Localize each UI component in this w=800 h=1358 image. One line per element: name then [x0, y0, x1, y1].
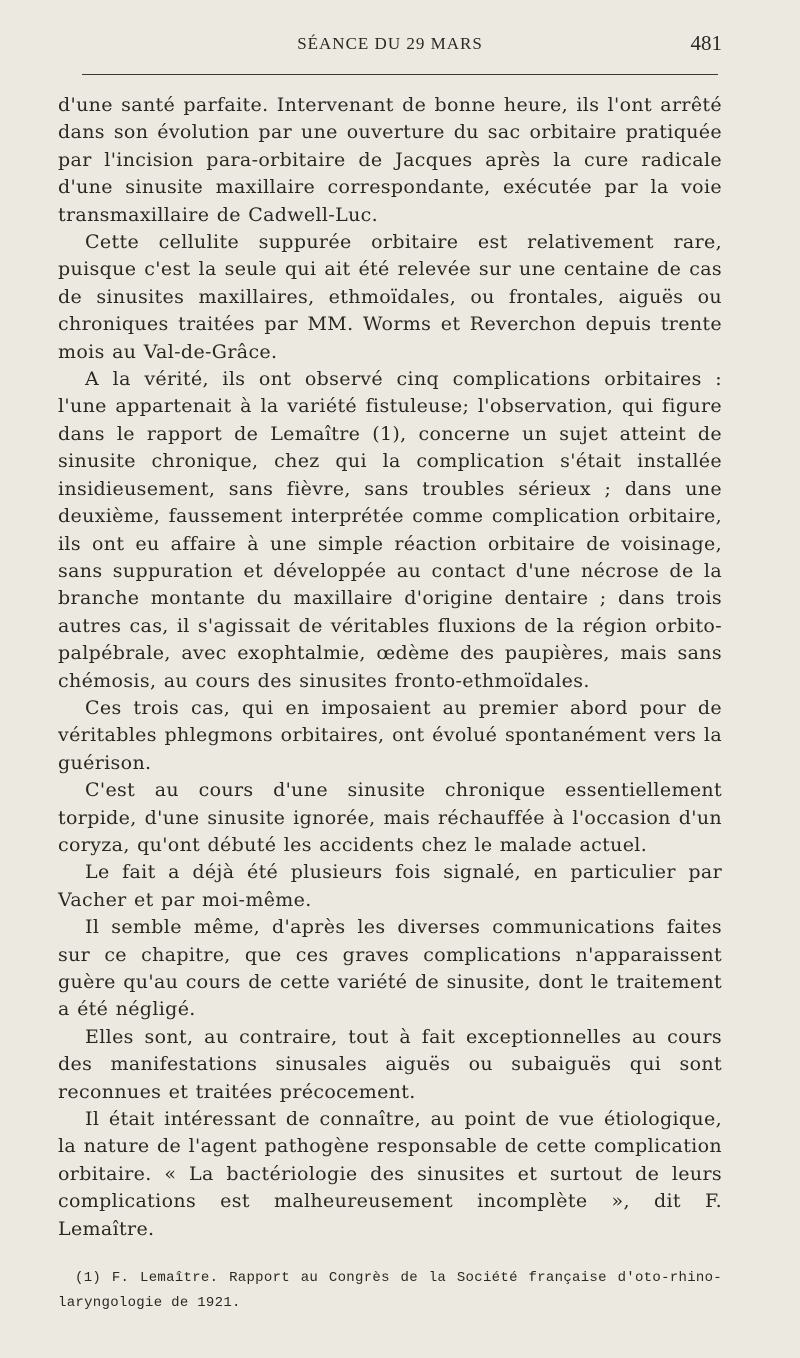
paragraph: A la vérité, ils ont observé cinq complications orbitaires : l'une appartenait à la variété fistuleuse; l'observation, qui figure dans le rapport de Lemaître (1), concerne un sujet atteint de sinusite chronique, chez qui la complication s'était installée insidieusement, sans fièvre, sans troubles sérieux ; dans une deuxième, faussement interprétée comme complication orbitaire, ils ont eu affaire à une simple réaction orbitaire de voisinage, sans suppuration et développée au contact d'une nécrose de la branche montante du maxillaire d'origine dentaire ; dans trois autres cas, il s'agissait de véritables fluxions de la région orbito-palpébrale, avec exophtalmie, œdème des paupières, mais sans chémosis, au cours des sinusites fronto-ethmoïdales. — [58, 368, 722, 692]
paragraph: C'est au cours d'une sinusite chronique essentiellement torpide, d'une sinusite ignorée, mais réchauffée à l'occasion d'un coryza, qu'ont débuté les accidents chez le malade actuel. — [58, 779, 722, 856]
body-text — [58, 92, 722, 1243]
paragraph-continued: d'une santé parfaite. Intervenant de bonne heure, ils l'ont arrêté dans son évolution par une ouverture du sac orbitaire pratiquée par l'incision para-orbitaire de Jacques après la cure radicale d'une sinusite maxillaire correspondante, exécutée par la voie transmaxillaire de Cadwell-Luc. — [58, 94, 722, 226]
running-title: SÉANCE DU 29 MARS — [297, 34, 483, 53]
paragraph: Il semble même, d'après les diverses communications faites sur ce chapitre, que ces graves complications n'apparaissent guère qu'au cours de cette variété de sinusite, dont le traitement a été négligé. — [58, 916, 722, 1021]
footnote-text: (1) F. Lemaître. Rapport au Congrès de la Société française d'oto-rhino-laryngologie de 1921. — [58, 1270, 722, 1311]
running-head — [58, 31, 722, 64]
paragraph: Le fait a déjà été plusieurs fois signalé, en particulier par Vacher et par moi-même. — [58, 861, 722, 911]
page-number: 481 — [690, 31, 722, 55]
paragraph: Elles sont, au contraire, tout à fait exceptionnelles au cours des manifestations sinusales aiguës ou subaiguës qui sont reconnues et traitées précocement. — [58, 1025, 722, 1103]
footnote — [58, 1266, 722, 1316]
header-rule — [82, 74, 718, 75]
paragraph: Cette cellulite suppurée orbitaire est relativement rare, puisque c'est la seule qui ait été relevée sur une centaine de cas de sinusites maxillaires, ethmoïdales, ou frontales, aiguës ou chroniques traitées par MM. Worms et Reverchon depuis trente mois au Val-de-Grâce. — [58, 231, 722, 363]
paragraph: Ces trois cas, qui en imposaient au premier abord pour de véritables phlegmons orbitaires, ont évolué spontanément vers la guérison. — [58, 696, 722, 774]
paragraph: Il était intéressant de connaître, au point de vue étiologique, la nature de l'agent pathogène responsable de cette complication orbitaire. « La bactériologie des sinusites et surtout de leurs complications est malheureusement incomplète », dit F. Lemaître. — [58, 1108, 722, 1240]
